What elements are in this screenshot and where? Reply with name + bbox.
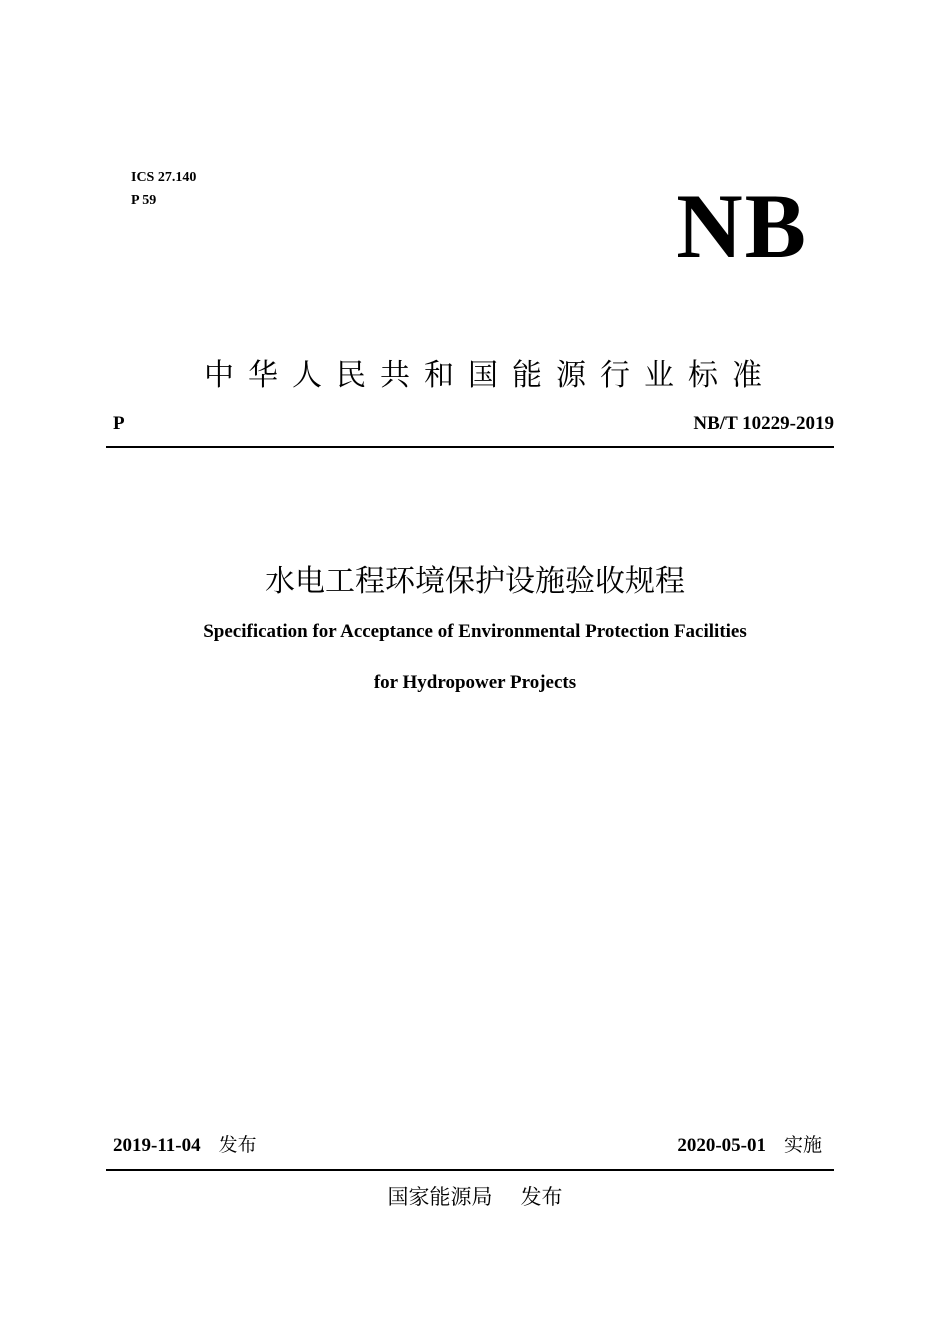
standard-number: NB/T 10229-2019 bbox=[693, 413, 834, 434]
standard-type-title: 中华人民共和国能源行业标准 bbox=[204, 358, 776, 393]
publisher-action: 发布 bbox=[520, 1185, 563, 1209]
issue-label: 发布 bbox=[218, 1134, 257, 1156]
publisher-line bbox=[0, 1183, 950, 1211]
ics-code: ICS 27.140 bbox=[131, 170, 197, 185]
top-divider bbox=[106, 446, 834, 448]
effective-date-block bbox=[677, 1133, 822, 1158]
english-title-line-2: for Hydropower Projects bbox=[373, 672, 577, 693]
issue-date: 2019-11-04 bbox=[113, 1135, 201, 1156]
issue-date-block bbox=[113, 1133, 257, 1158]
effective-label: 实施 bbox=[783, 1134, 822, 1156]
classification-codes bbox=[131, 166, 196, 212]
english-title-line-1: Specification for Acceptance of Environmental Protection Facilities bbox=[203, 621, 747, 642]
category-code: P bbox=[113, 413, 125, 434]
effective-date: 2020-05-01 bbox=[677, 1135, 766, 1156]
publisher-name: 国家能源局 bbox=[387, 1185, 493, 1209]
ccs-code: P 59 bbox=[131, 193, 157, 208]
chinese-title: 水电工程环境保护设施验收规程 bbox=[265, 564, 685, 599]
bottom-divider bbox=[106, 1169, 834, 1171]
nb-logo: NB bbox=[676, 175, 808, 277]
